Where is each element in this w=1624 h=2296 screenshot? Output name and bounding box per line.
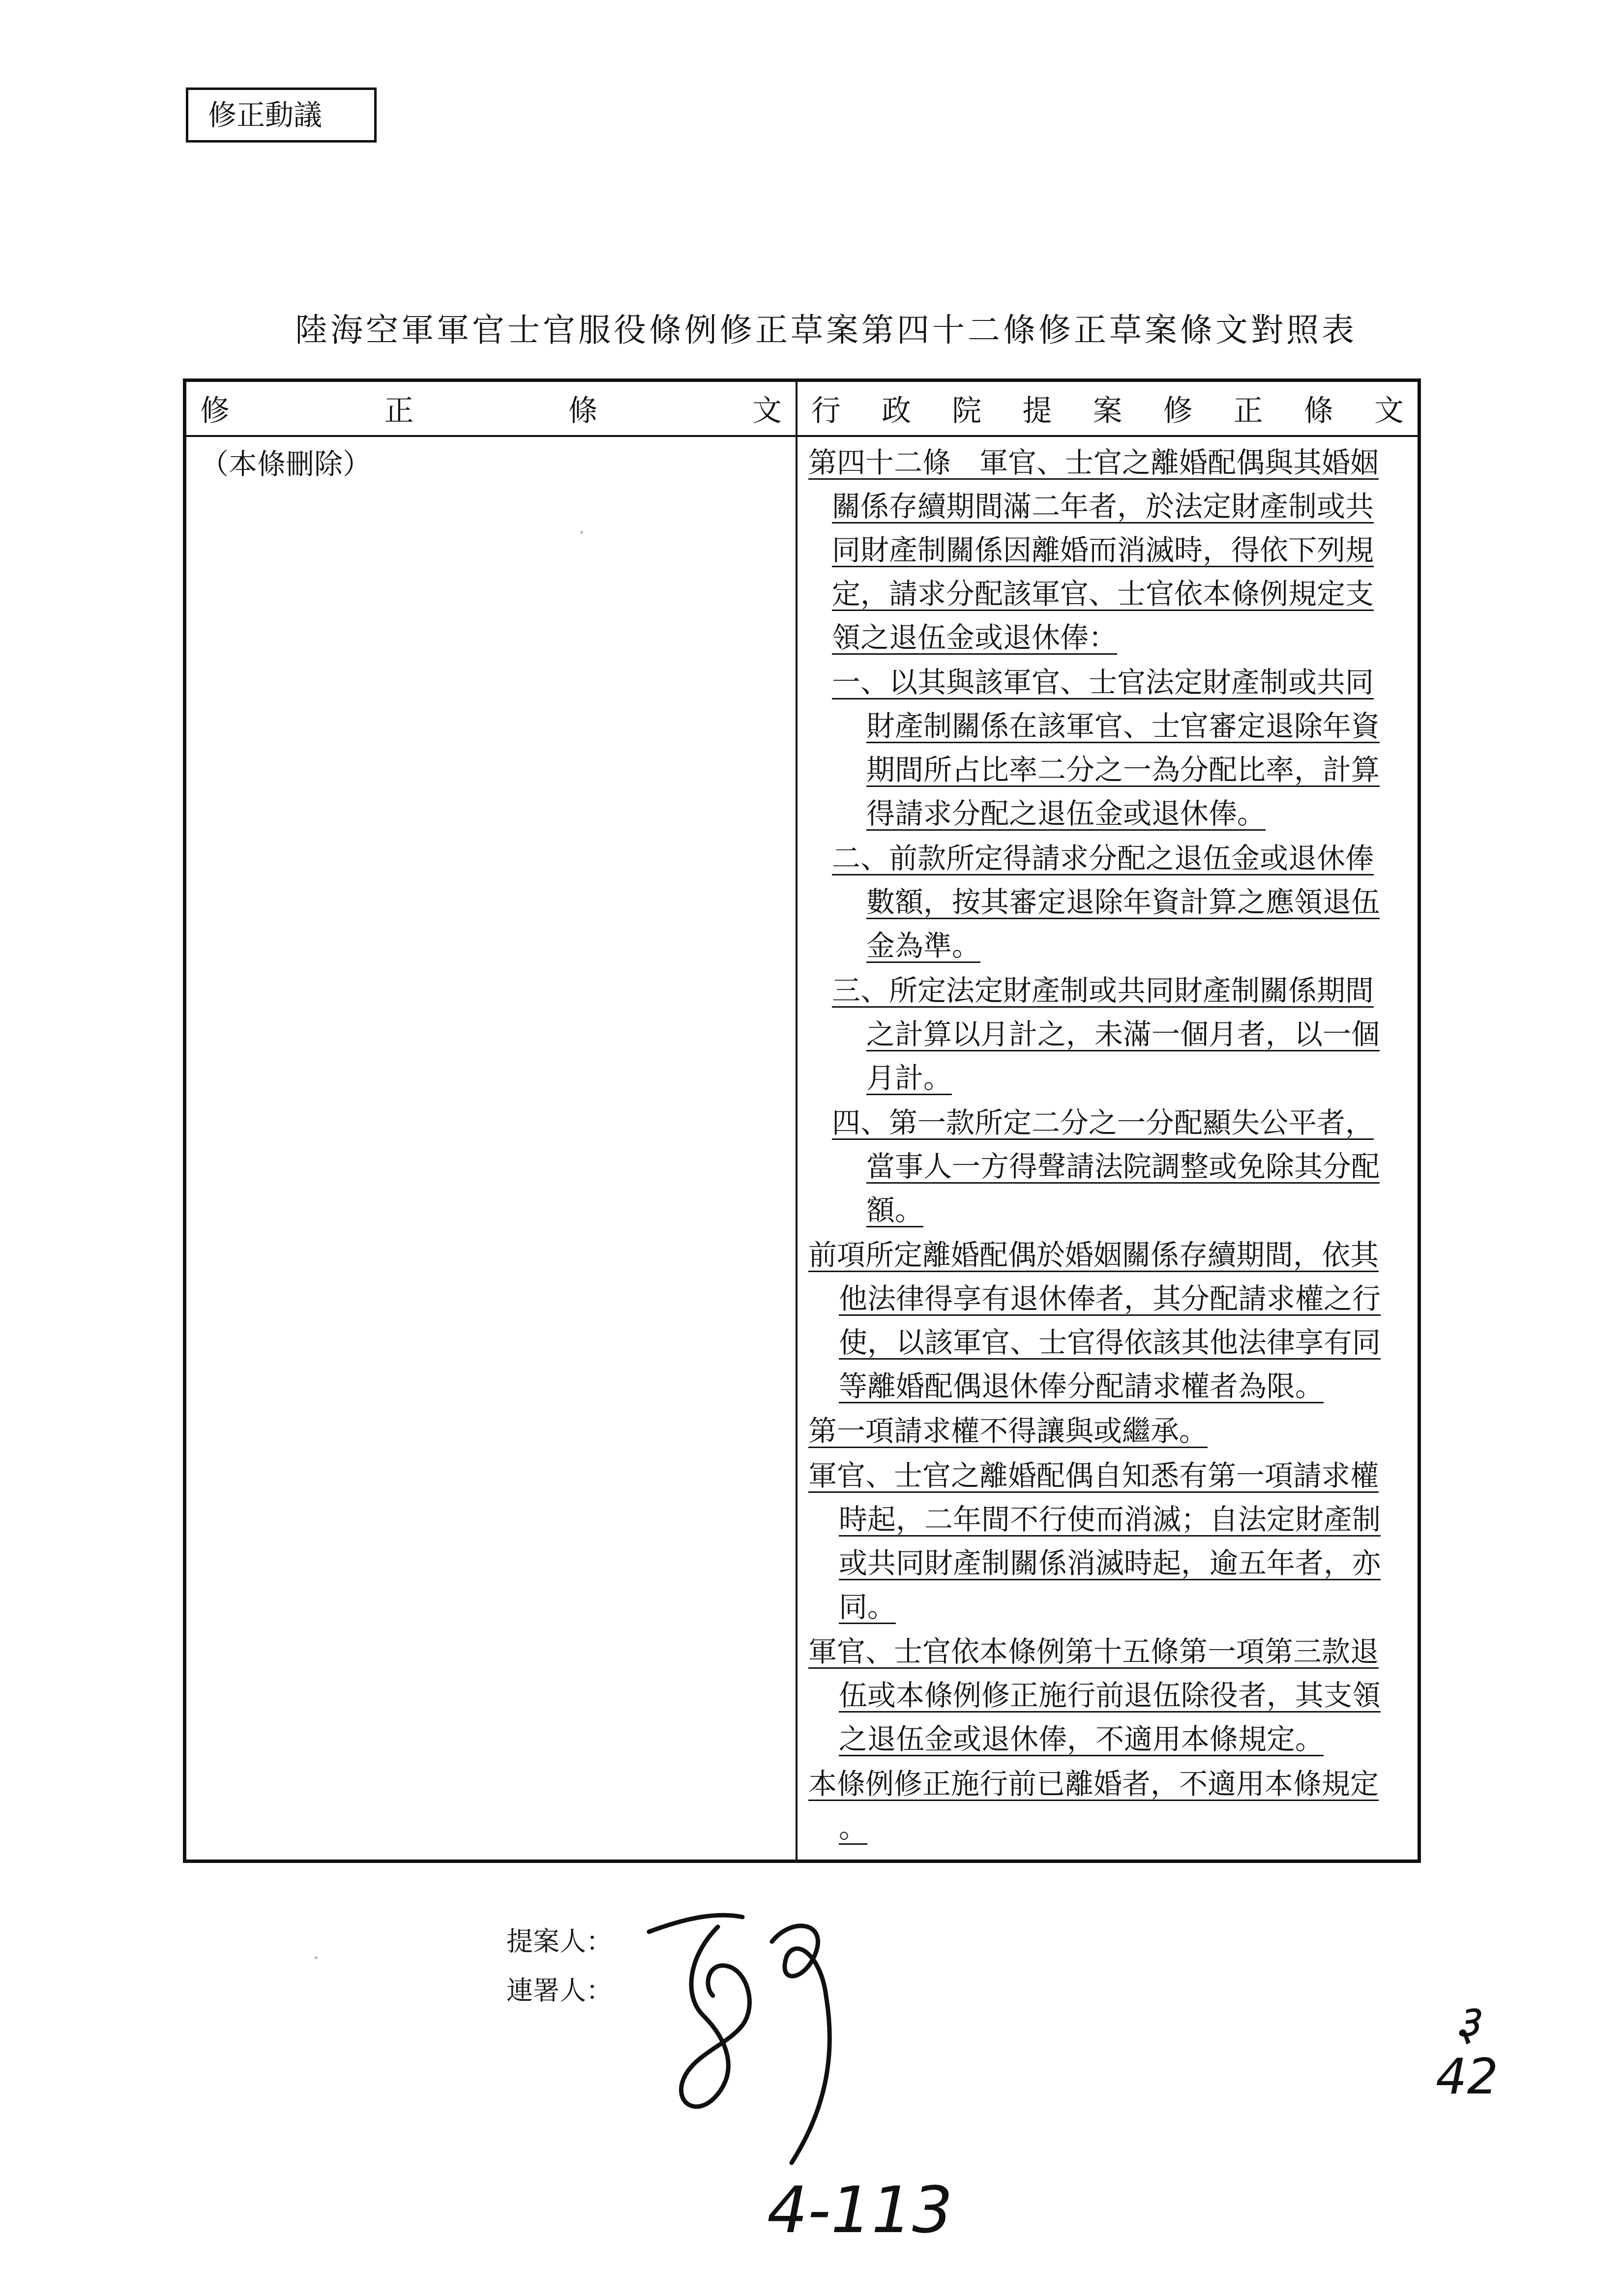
underlined-text: 本條例修正施行前已離婚者，不適用本條規定 (808, 1767, 1379, 1801)
left-header-char: 正 (384, 394, 414, 428)
article-paragraph (808, 969, 1403, 1100)
article-line (808, 924, 1403, 968)
underlined-text: 他法律得享有退休俸者，其分配請求權之行 (839, 1282, 1381, 1315)
margin-note-line-1: ३ (1454, 1994, 1480, 2051)
underlined-text: 之退伍金或退休俸，不適用本條規定。 (839, 1722, 1324, 1756)
article-line (808, 1365, 1403, 1408)
article-paragraph (808, 1454, 1403, 1629)
underlined-text: 額。 (866, 1193, 924, 1227)
article-paragraph (808, 441, 1403, 660)
left-header-char: 文 (752, 394, 782, 428)
article-line (808, 1806, 1403, 1850)
underlined-text: 財產制關係在該軍官、士官審定退除年資 (866, 709, 1380, 743)
right-header-char: 文 (1374, 394, 1404, 428)
underlined-text: 軍官、士官依本條例第十五條第一項第三款退 (808, 1635, 1379, 1668)
proposer-label: 提案人： (506, 1926, 613, 1957)
right-header-char: 案 (1093, 394, 1122, 428)
margin-note-line-2: 42 (1436, 2048, 1499, 2105)
article-line (808, 441, 1403, 485)
right-header-char: 政 (882, 394, 912, 428)
right-header-char: 條 (1303, 394, 1333, 428)
right-header-char: 提 (1022, 394, 1052, 428)
article-line (808, 704, 1403, 748)
article-line (808, 969, 1403, 1013)
underlined-text: 關係存續期間滿二年者，於法定財產制或共 (832, 490, 1374, 523)
motion-stamp-box: 修正動議 (186, 87, 377, 143)
underlined-text: 等離婚配偶退休俸分配請求權者為限。 (839, 1369, 1324, 1403)
article-line (808, 1145, 1403, 1189)
article-42-text (797, 437, 1417, 1850)
article-line (808, 485, 1403, 528)
article-paragraph (808, 837, 1403, 968)
article-paragraph (808, 1101, 1403, 1232)
article-line (808, 1013, 1403, 1056)
underlined-text: 金為準。 (866, 929, 981, 962)
comparison-table (183, 378, 1421, 1863)
underlined-text: 三、所定法定財產制或共同財產制關係期間 (832, 974, 1374, 1007)
article-line (808, 1541, 1403, 1585)
underlined-text: 一、以其與該軍官、士官法定財產制或共同 (832, 666, 1374, 699)
margin-note (1436, 1996, 1498, 2104)
handwritten-signature (629, 1897, 856, 2173)
article-line (808, 1101, 1403, 1145)
underlined-text: 前項所定離婚配偶於婚姻關係存續期間，依其 (808, 1238, 1379, 1272)
underlined-text: 定，請求分配該軍官、士官依本條例規定支 (832, 577, 1374, 610)
article-line (808, 792, 1403, 836)
article-line (808, 528, 1403, 572)
article-line (808, 1585, 1403, 1629)
amended-text-column (186, 382, 797, 1860)
underlined-text: 軍官、士官之離婚配偶自知悉有第一項請求權 (808, 1459, 1379, 1492)
signature-labels (506, 1917, 613, 2015)
underlined-text: 二、前款所定得請求分配之退伍金或退休俸 (832, 842, 1374, 875)
right-header-char: 院 (952, 394, 982, 428)
article-line (808, 1189, 1403, 1232)
article-line (808, 572, 1403, 616)
article-line (808, 1674, 1403, 1717)
right-header-char: 修 (1163, 394, 1193, 428)
scan-speck (580, 531, 583, 534)
cosigner-label: 連署人： (506, 1975, 613, 2006)
underlined-text: 數額，按其審定退除年資計算之應領退伍 (866, 885, 1380, 919)
underlined-text: 伍或本條例修正施行前退伍除役者，其支領 (839, 1679, 1381, 1712)
underlined-text: 同財產制關係因離婚而消滅時，得依下列規 (832, 533, 1374, 567)
underlined-text: 同。 (839, 1590, 896, 1624)
article-line (808, 1762, 1403, 1806)
right-header-char: 行 (811, 394, 841, 428)
scan-speck (315, 1956, 318, 1959)
left-header-char: 修 (200, 394, 230, 428)
article-paragraph (808, 1630, 1403, 1761)
amended-text-header (186, 382, 796, 437)
article-line (808, 1454, 1403, 1498)
deleted-article-note: （本條刪除） (200, 447, 372, 481)
underlined-text: 四、第一款所定二分之一分配顯失公平者， (832, 1106, 1374, 1139)
article-line (808, 616, 1403, 660)
underlined-text: 第一項請求權不得讓與或繼承。 (808, 1414, 1208, 1448)
underlined-text: 領之退伍金或退休俸： (832, 621, 1118, 654)
article-line (808, 1409, 1403, 1453)
article-line (808, 1277, 1403, 1321)
underlined-text: 得請求分配之退伍金或退休俸。 (866, 797, 1266, 830)
document-title: 陸海空軍軍官士官服役條例修正草案第四十二條修正草案條文對照表 (295, 311, 1357, 349)
article-line (808, 748, 1403, 792)
article-line (808, 1630, 1403, 1674)
article-paragraph (808, 1762, 1403, 1850)
underlined-text: 或共同財產制關係消滅時起，逾五年者，亦 (839, 1546, 1381, 1580)
article-line (808, 1717, 1403, 1761)
underlined-text: 使，以該軍官、士官得依該其他法律享有同 (839, 1326, 1381, 1359)
article-line (808, 661, 1403, 704)
underlined-text: 。 (839, 1811, 868, 1844)
underlined-text: 期間所占比率二分之一為分配比率，計算 (866, 753, 1380, 786)
left-header-char: 條 (568, 394, 598, 428)
underlined-text: 月計。 (866, 1061, 952, 1095)
article-line (808, 1056, 1403, 1100)
page-number: 4-113 (767, 2173, 953, 2247)
article-paragraph (808, 1409, 1403, 1453)
underlined-text: 第四十二條 軍官、士官之離婚配偶與其婚姻 (808, 446, 1379, 479)
article-line (808, 880, 1403, 924)
article-line (808, 837, 1403, 880)
underlined-text: 當事人一方得聲請法院調整或免除其分配 (866, 1150, 1380, 1183)
underlined-text: 時起，二年間不行使而消滅；自法定財產制 (839, 1503, 1381, 1536)
underlined-text: 之計算以月計之，未滿一個月者，以一個 (866, 1017, 1380, 1051)
right-header-char: 正 (1233, 394, 1263, 428)
article-line (808, 1233, 1403, 1277)
executive-yuan-text-column (797, 382, 1417, 1860)
article-paragraph (808, 661, 1403, 836)
article-paragraph (808, 1233, 1403, 1408)
article-line (808, 1321, 1403, 1365)
article-line (808, 1498, 1403, 1541)
executive-yuan-text-header (797, 382, 1417, 437)
